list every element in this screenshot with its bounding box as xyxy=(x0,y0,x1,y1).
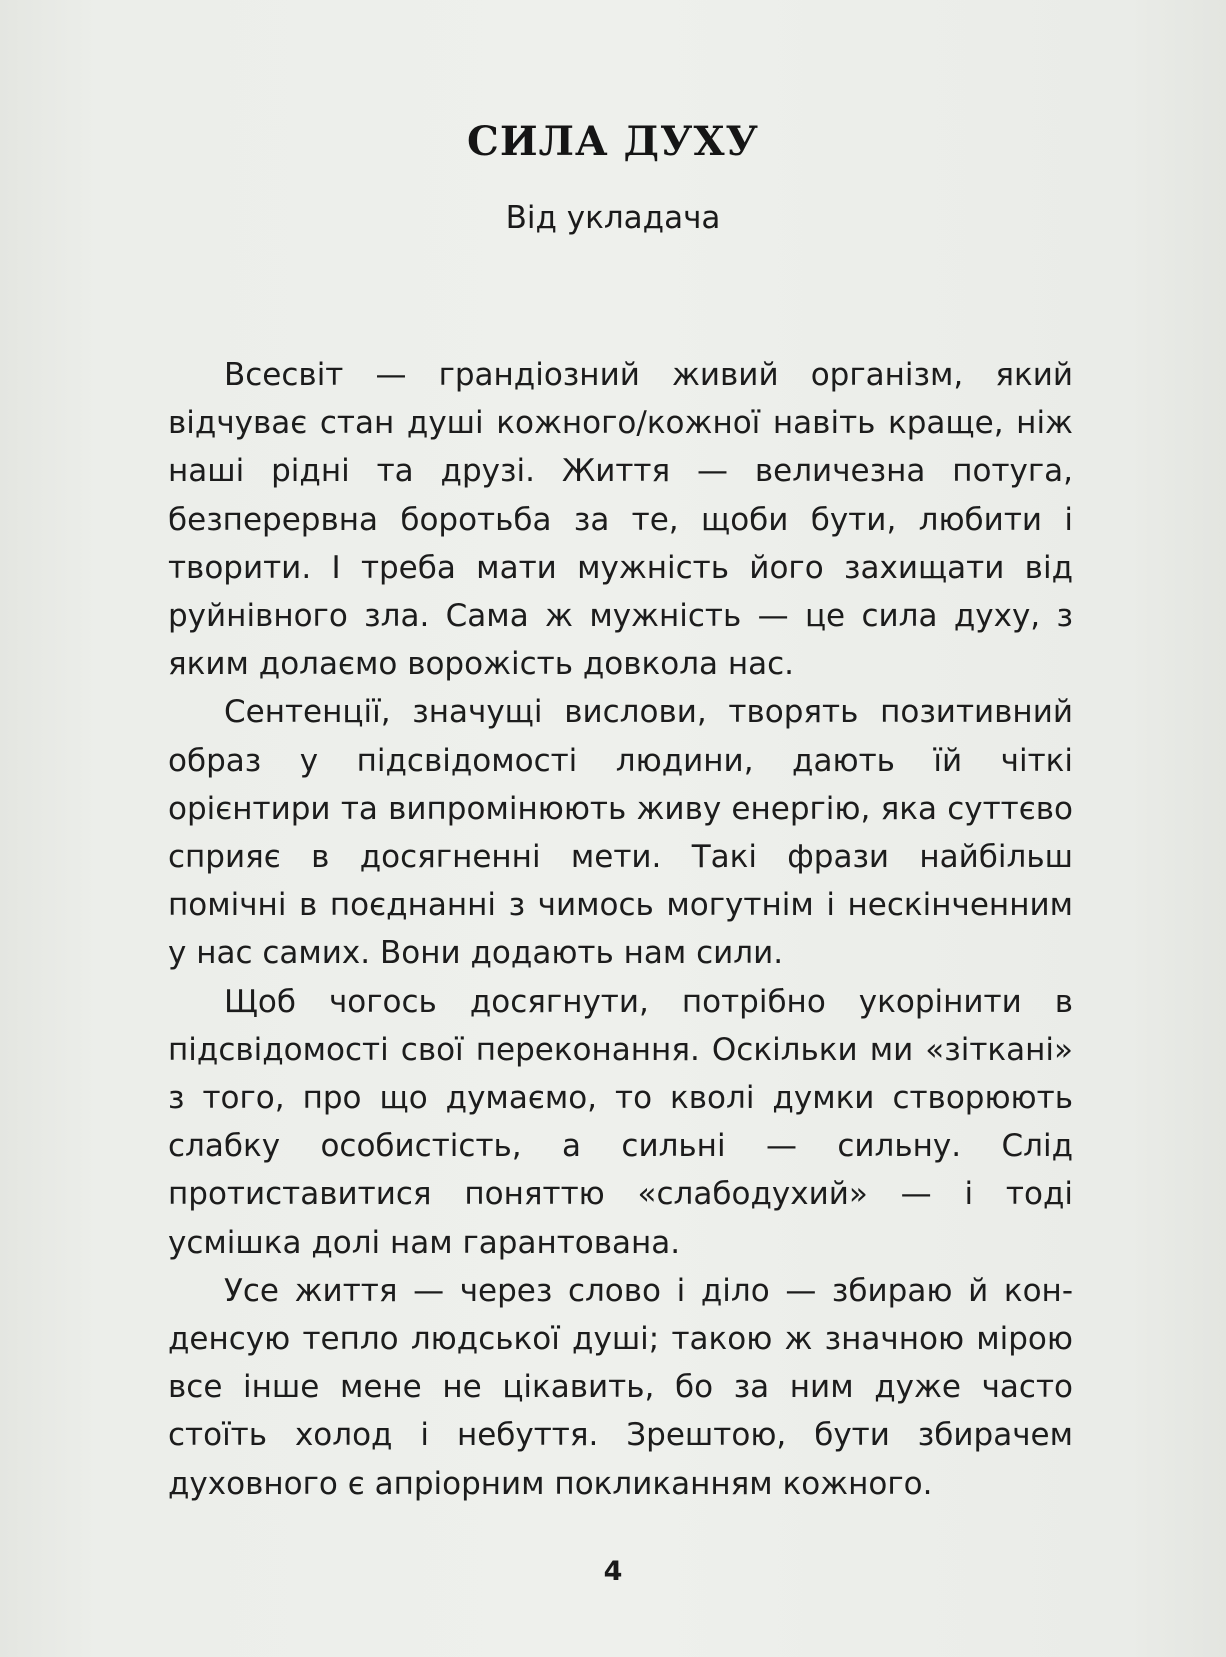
paragraph: Усе життя — через слово і діло — збираю й конденсую тепло людської душі; такою ж значною мірою все інше мене не цікавить, бо за ним дуже часто стоїть холод і небуття. Зрештою, бути збирачем духовного є апріорним покликанням кожного. xyxy=(168,1272,1073,1502)
paragraph: Всесвіт — грандіозний живий організм, який відчуває стан душі кожного/кожної навіть краще, ніж наші рідні та друзі. Життя — величезна потуга, безперервна боротьба за те, щоби бути, любити і творити. І треба мати мужність його захищати від руйнівного зла. Сама ж мужність — це сила духу, з яким долаємо ворожість довкола нас. xyxy=(168,357,1073,683)
body-text xyxy=(168,351,1073,1508)
paragraph: Сентенції, значущі вислови, творять позитивний образ у підсвідомості людини, дають їй чіткі орієнтири та випромінюють живу енергію, яка суттєво сприяє в досягненні мети. Такі фрази найбільш помічні в поєднанні з чимось могутнім і нескінченним у нас самих. Вони додають нам сили. xyxy=(168,694,1073,972)
page-subtitle: Від укладача xyxy=(505,200,721,236)
page-title: СИЛА ДУХУ xyxy=(466,118,760,165)
page-number: 4 xyxy=(603,1556,623,1587)
paragraph: Щоб чогось досягнути, потрібно укорінити в підсвідомості свої переконання. Оскільки ми «зіткані» з того, про що думаємо, то кволі думки створюють слабку особистість, а сильні — сильну. Слід протиставитися поняттю «слабодухий» — і тоді усмішка долі нам гарантована. xyxy=(168,983,1073,1261)
